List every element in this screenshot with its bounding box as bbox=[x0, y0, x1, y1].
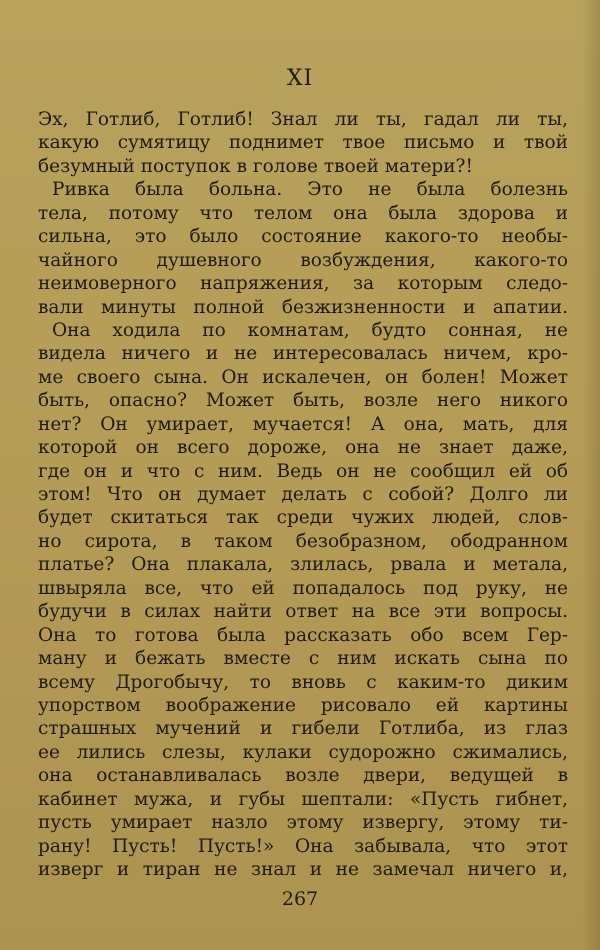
text-line: будет скитаться так среди чужих людей, слов- bbox=[38, 507, 568, 529]
text-line: чайного душевного возбуждения, какого-то bbox=[38, 249, 568, 271]
text-line: быть, опасно? Может быть, возле него никого bbox=[38, 390, 568, 412]
text-line: Ривка была больна. Это не была болезнь bbox=[52, 179, 568, 201]
text-line: видела ничего и не интересовалась ничем, кро- bbox=[38, 343, 568, 365]
text-line: пусть умирает назло этому извергу, этому ти- bbox=[38, 812, 568, 834]
text-line: этом! Что он думает делать с собой? Долго ли bbox=[38, 484, 568, 505]
body-text bbox=[38, 108, 568, 881]
text-line: ме своего сына. Он искалечен, он болен! Может bbox=[38, 366, 568, 388]
page-edge-shadow bbox=[582, 0, 600, 950]
text-line: сильна, это было состояние какого-то необы- bbox=[38, 226, 568, 248]
text-line: неимоверного напряжения, за которым следо- bbox=[38, 273, 568, 295]
text-line: ману и бежать вместе с ним искать сына по bbox=[38, 648, 568, 670]
text-line: тела, потому что телом она была здорова и bbox=[38, 202, 568, 224]
text-line: Эх, Готлиб, Готлиб! Знал ли ты, гадал ли ты, bbox=[38, 109, 568, 130]
text-line: изверг и тиран не знал и не замечал ничего и, bbox=[38, 859, 568, 880]
text-line: какую сумятицу поднимет твое письмо и твой bbox=[38, 132, 568, 154]
text-line: вали минуты полной безжизненности и апатии. bbox=[38, 296, 568, 318]
text-line: но сирота, в таком безобразном, ободранном bbox=[38, 530, 568, 552]
text-line: платье? Она плакала, злилась, рвала и метала, bbox=[38, 554, 568, 576]
text-line: страшных мучений и гибели Готлиба, из глаз bbox=[38, 718, 568, 740]
text-line: всему Дрогобычу, то вновь с каким-то диким bbox=[38, 671, 568, 693]
text-line: Она то готова была рассказать обо всем Гер- bbox=[38, 624, 568, 646]
text-line: безумный поступок в голове твоей матери?! bbox=[38, 155, 473, 177]
text-line: Она ходила по комнатам, будто сонная, не bbox=[52, 319, 568, 341]
text-line: она останавливалась возле двери, ведущей в bbox=[38, 765, 568, 787]
text-line: кабинет мужа, и губы шептали: «Пусть гибнет, bbox=[38, 788, 568, 810]
text-line: швыряла все, что ей попадалось под руку, не bbox=[38, 577, 568, 599]
text-line: ее лились слезы, кулаки судорожно сжимались, bbox=[38, 741, 568, 763]
chapter-heading: XI bbox=[286, 66, 314, 91]
text-line: нет? Он умирает, мучается! А она, мать, для bbox=[38, 413, 568, 435]
text-line: упорством воображение рисовало ей картины bbox=[38, 694, 568, 716]
text-line: где он и что с ним. Ведь он не сообщил ей об bbox=[38, 460, 568, 482]
text-line: рану! Пусть! Пусть!» Она забывала, что этот bbox=[38, 835, 568, 857]
page-number: 267 bbox=[281, 888, 319, 910]
text-line: будучи в силах найти ответ на все эти вопросы. bbox=[38, 601, 568, 623]
text-line: которой он всего дороже, она не знает даже, bbox=[38, 437, 568, 459]
